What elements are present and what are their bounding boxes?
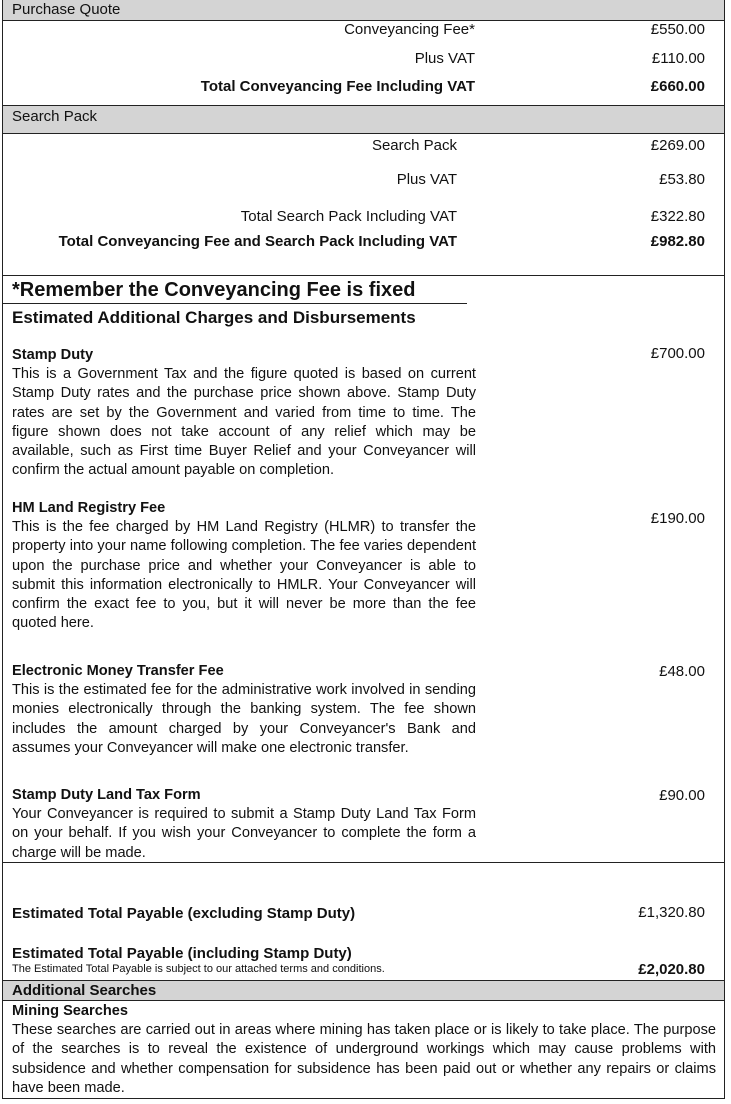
total-search-pack-amount: £322.80 bbox=[650, 208, 705, 225]
search-pack-header: Search Pack bbox=[12, 108, 98, 125]
land-registry-text: This is the fee charged by HM Land Registry (HLMR) to transfer the property into your name following completion. The fee varies dependent upon the purchase price and whether your Conveyancer is able to submit this information electronically to HMLR. Your Conveyancer will confirm the exact fee to you, but it will never be more than the fee quoted here. bbox=[12, 519, 476, 632]
total-conveyancing-amount: £660.00 bbox=[650, 78, 705, 95]
stamp-duty-item bbox=[12, 346, 476, 480]
land-registry-item bbox=[12, 499, 476, 633]
stamp-duty-title: Stamp Duty bbox=[12, 347, 94, 363]
conveyancing-fee-amount: £550.00 bbox=[650, 21, 705, 38]
right-border bbox=[724, 0, 725, 1099]
additional-charges-heading: Estimated Additional Charges and Disbursements bbox=[12, 308, 416, 327]
land-registry-title: HM Land Registry Fee bbox=[12, 500, 166, 516]
money-transfer-text: This is the estimated fee for the administrative work involved in sending monies electronically through the banking system. The fee shown includes the amount charged by your Conveyancer's Bank and assumes your Conveyancer will make one electronic transfer. bbox=[12, 682, 476, 756]
land-registry-amount: £190.00 bbox=[650, 510, 705, 527]
search-vat-amount: £53.80 bbox=[659, 171, 705, 188]
conveyancing-fee-label: Conveyancing Fee* bbox=[344, 21, 475, 38]
divider bbox=[2, 303, 467, 304]
money-transfer-amount: £48.00 bbox=[659, 663, 705, 680]
divider bbox=[2, 133, 724, 134]
terms-note: The Estimated Total Payable is subject to our attached terms and conditions. bbox=[12, 963, 385, 975]
money-transfer-item bbox=[12, 662, 476, 758]
sdlt-form-item bbox=[12, 786, 476, 863]
vat-label: Plus VAT bbox=[414, 50, 475, 67]
additional-searches-header: Additional Searches bbox=[12, 982, 157, 999]
total-search-pack-label: Total Search Pack Including VAT bbox=[240, 208, 457, 225]
vat-amount: £110.00 bbox=[651, 50, 705, 67]
total-combined-label: Total Conveyancing Fee and Search Pack Including VAT bbox=[58, 233, 457, 250]
divider bbox=[2, 1098, 724, 1099]
sdlt-form-text: Your Conveyancer is required to submit a Stamp Duty Land Tax Form on your behalf. If you wish your Conveyancer to complete the form a charge will be made. bbox=[12, 806, 476, 861]
sdlt-form-amount: £90.00 bbox=[659, 787, 705, 804]
divider bbox=[2, 275, 724, 276]
money-transfer-title: Electronic Money Transfer Fee bbox=[12, 663, 224, 679]
total-conveyancing-label: Total Conveyancing Fee Including VAT bbox=[200, 78, 475, 95]
divider bbox=[2, 862, 724, 863]
left-border bbox=[2, 0, 3, 1099]
search-pack-header-bar bbox=[2, 106, 724, 133]
sdlt-form-title: Stamp Duty Land Tax Form bbox=[12, 787, 201, 803]
divider bbox=[2, 1000, 724, 1001]
total-incl-amount: £2,020.80 bbox=[638, 961, 705, 978]
purchase-quote-header: Purchase Quote bbox=[12, 1, 121, 18]
total-excl-label: Estimated Total Payable (excluding Stamp Duty) bbox=[12, 905, 356, 922]
stamp-duty-amount: £700.00 bbox=[650, 345, 705, 362]
total-excl-amount: £1,320.80 bbox=[638, 904, 705, 921]
stamp-duty-text: This is a Government Tax and the figure quoted is based on current Stamp Duty rates and the purchase price shown above. Stamp Duty rates are set by the Government and varied from time to time. The figure shown does not take account of any relief which may be available, such as First time Buyer Relief and your Conveyancer will confirm the actual amount payable on completion. bbox=[12, 366, 476, 479]
search-pack-amount: £269.00 bbox=[650, 137, 705, 154]
mining-searches-title: Mining Searches bbox=[12, 1003, 128, 1019]
mining-searches-item bbox=[12, 1002, 716, 1098]
search-pack-label: Search Pack bbox=[371, 137, 457, 154]
total-combined-amount: £982.80 bbox=[650, 233, 705, 250]
fixed-fee-reminder: *Remember the Conveyancing Fee is fixed bbox=[12, 279, 416, 301]
search-vat-label: Plus VAT bbox=[396, 171, 457, 188]
total-incl-label: Estimated Total Payable (including Stamp Duty) bbox=[12, 945, 352, 962]
mining-searches-text: These searches are carried out in areas where mining has taken place or is likely to take place. The purpose of the searches is to reveal the existence of underground workings which may cause problems with subsidence and whether compensation for subsidence has been paid out or whether any repairs or claims have been made. bbox=[12, 1022, 716, 1096]
